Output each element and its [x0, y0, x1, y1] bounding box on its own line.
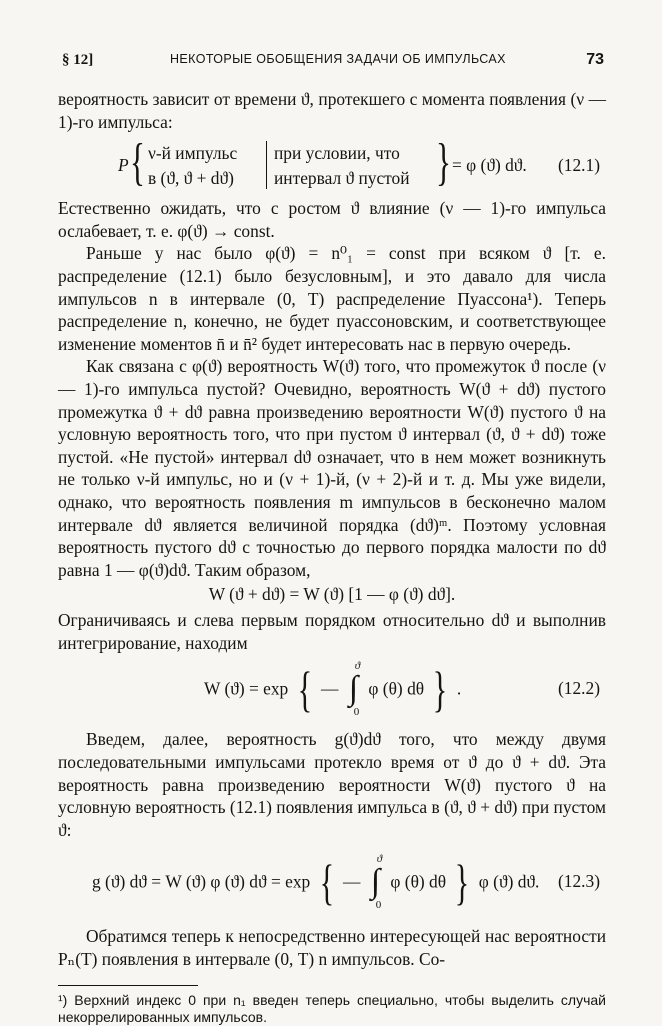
eq2-body — [204, 660, 461, 718]
equation-12-1 — [58, 134, 606, 195]
eq1-condition-column — [274, 141, 410, 191]
eq1-number: (12.1) — [557, 155, 600, 176]
footnote: ¹) Верхний индекс 0 при n₁ введен теперь специально, чтобы выделить случай некоррелированных импульсов. — [58, 991, 606, 1025]
footnote-divider — [58, 985, 198, 986]
paragraph-7: Обратимся теперь к непосредственно интересующей нас вероятности Pₙ(T) появления в интервале (0, T) n импульсов. Со- — [58, 926, 606, 970]
eq1-event-column — [148, 141, 237, 191]
equation-12-2 — [58, 656, 606, 722]
equation-w-step: W (ϑ + dϑ) = W (ϑ) [1 — φ (ϑ) dϑ]. — [208, 584, 456, 605]
eq1-right-brace: } — [436, 134, 451, 192]
eq1-rhs: = φ (ϑ) dϑ. — [452, 155, 527, 176]
eq3-number: (12.3) — [557, 871, 600, 892]
eq1-event-line-2: в (ϑ, ϑ + dϑ) — [148, 168, 234, 189]
eq1-condition-line-2: интервал ϑ пустой — [274, 168, 410, 189]
eq1-event-line-1: ν-й импульс — [148, 143, 238, 164]
page-number: 73 — [586, 51, 604, 68]
eq3-body — [92, 853, 539, 911]
equation-12-3 — [58, 849, 606, 915]
paragraph-1: вероятность зависит от времени ϑ, протекшего с момента появления (ν — 1)-го импульса: — [58, 89, 606, 132]
eq2-number: (12.2) — [557, 678, 600, 699]
eq3-left-brace: { — [319, 854, 334, 911]
eq2-integral-sign: ∫ ϑ 0 — [348, 660, 361, 719]
eq2-minus: — — [320, 678, 339, 699]
eq2-left-brace: { — [297, 661, 312, 718]
eq3-rhs: φ (ϑ) dϑ. — [478, 871, 540, 892]
eq3-lhs: g (ϑ) dϑ = W (ϑ) φ (ϑ) dϑ = exp — [92, 871, 311, 892]
paragraph-4: Как связана с φ(ϑ) вероятность W(ϑ) того, что промежуток ϑ после (ν — 1)-го импульса пустой? Очевидно, вероятность W(ϑ + dϑ) пустого промежутка ϑ + dϑ равна произведению вероятности W(ϑ) пустого ϑ на условную вероятность того, что при пустом ϑ интервал (ϑ, ϑ + dϑ) тоже пустой. «Не пустой» интервал dϑ означает, что в нем может возникнуть не только ν-й импульс, но и (ν + 1)-й, (ν + 2)-й и т. д. Мы уже видели, однако, что вероятность появления m импульсов в бесконечно малом интервале dϑ является величиной порядка (dϑ)ᵐ. Поэтому условная вероятность пустого dϑ с точностью до первого порядка малости по dϑ равна 1 — φ(ϑ)dϑ. Таким образом, — [58, 356, 606, 580]
paragraph-6: Введем, далее, вероятность g(ϑ)dϑ того, что между двумя последовательными импульсами протекло время от ϑ до ϑ + dϑ. Эта вероятность равна произведению вероятности W(ϑ) пустого ϑ на условную вероятность (12.1) появления импульса в (ϑ, ϑ + dϑ) при пустом ϑ: — [58, 729, 606, 840]
section-mark: § 12] — [62, 52, 94, 68]
eq1-left-brace: { — [130, 134, 145, 192]
running-header — [58, 44, 606, 68]
book-page — [58, 44, 606, 1026]
eq2-lower-limit: 0 — [353, 706, 360, 719]
eq3-integral-sign: ∫ ϑ 0 — [370, 853, 383, 912]
eq1-probability-symbol: P — [118, 155, 129, 176]
eq3-right-brace: } — [455, 854, 470, 911]
eq3-integrand: φ (θ) dθ — [390, 871, 447, 892]
eq1-condition-line-1: при условии, что — [274, 143, 400, 164]
paragraph-5: Ограничиваясь и слева первым порядком относительно dϑ и выполнив интегрирование, находим — [58, 610, 606, 653]
eq1-condition-bar — [266, 141, 267, 189]
eq3-upper-limit: ϑ — [376, 853, 383, 866]
eq3-lower-limit: 0 — [375, 899, 382, 912]
eq2-lhs: W (ϑ) = exp — [204, 678, 289, 699]
paragraph-2: Естественно ожидать, что с ростом ϑ влияние (ν — 1)-го импульса ослабевает, т. е. φ(ϑ) → const. — [58, 198, 606, 241]
eq2-end: . — [456, 678, 462, 699]
eq2-integrand: φ (θ) dθ — [368, 678, 425, 699]
eq2-right-brace: } — [433, 661, 448, 718]
paragraph-3: Раньше у нас было φ(ϑ) = n⁰₁ = const при всяком ϑ [т. е. распределение (12.1) было безусловным], и это давало для числа импульсов n в интервале (0, T) распределение Пуассона¹). Теперь распределение n, конечно, не будет пуассоновским, и соответствующее изменение моментов n̄ и n̄² будет интересовать нас в первую очередь. — [58, 243, 606, 354]
eq2-upper-limit: ϑ — [354, 660, 361, 673]
eq3-minus: — — [342, 871, 361, 892]
running-title: НЕКОТОРЫЕ ОБОБЩЕНИЯ ЗАДАЧИ ОБ ИМПУЛЬСАХ — [170, 52, 506, 66]
